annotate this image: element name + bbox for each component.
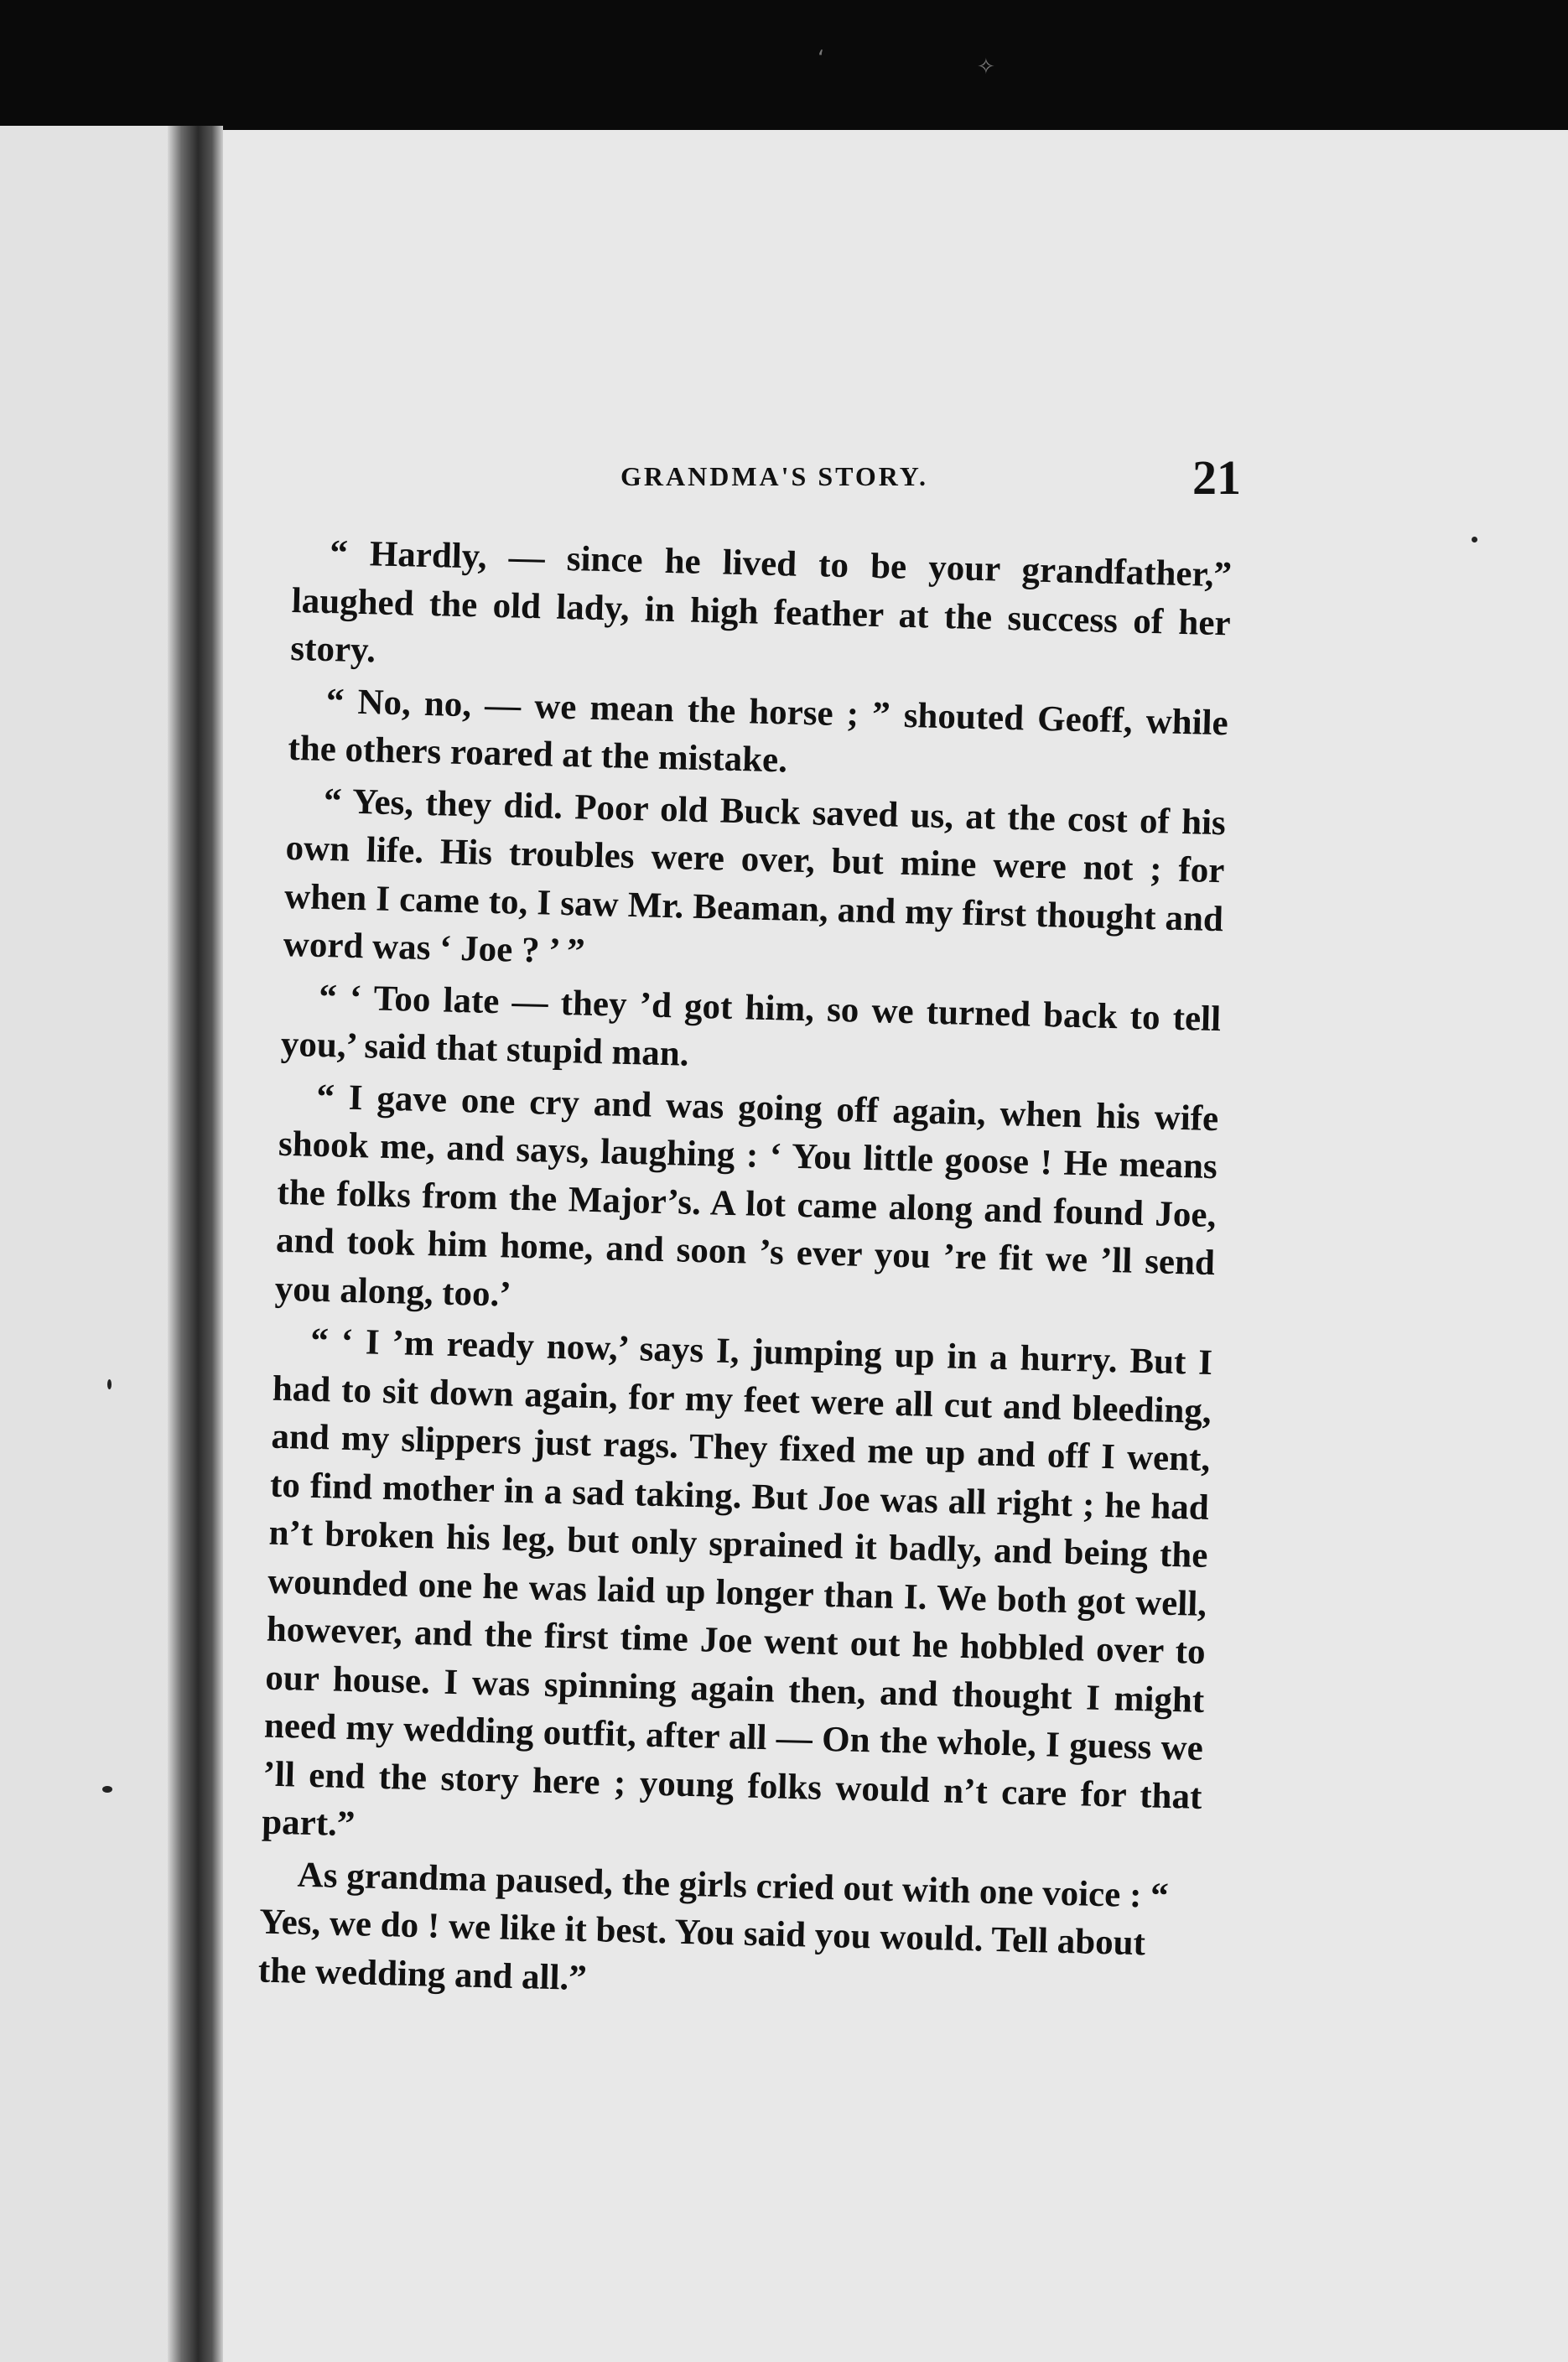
paragraph: “ Hardly, — since he lived to be your grandfather,” laughed the old lady, in high feather at the success of her story. [289, 533, 1233, 671]
previous-page-edge [0, 126, 168, 2362]
page-number: 21 [1192, 450, 1241, 505]
paragraph: “ Yes, they did. Poor old Buck saved us, at the cost of his own life. His troubles were over, but mine were not ; for when I came to, I saw Mr. Beaman, and my first thought and word was ‘ Joe ? ’ ” [283, 781, 1227, 972]
running-head: GRANDMA'S STORY. [620, 461, 928, 491]
margin-mark [107, 1379, 112, 1389]
paragraph: “ ‘ I ’m ready now,’ says I, jumping up in a hurry. But I had to sit down again, for my feet were all cut and bleeding, and my slippers just rags. They fixed me up and off I went, to find mother in a sad taking. But Joe was all right ; he had n’t broken his leg, but only sprained it badly, and being the wounded one he was laid up longer than I. We both got well, however, and the first time Joe went out he hobbled over to our house. I was spinning again then, and thought I might need my wedding outfit, after all — On the whole, I guess we ’ll end the story here ; young folks would n’t care for that part.” [261, 1321, 1213, 1845]
paragraph: “ No, no, — we mean the horse ; ” shouted Geoff, while the others roared at the mistake. [288, 681, 1229, 781]
margin-mark [102, 1786, 112, 1793]
ink-speck [1472, 537, 1477, 542]
top-edge-mark: ✧ [977, 55, 995, 80]
top-edge-mark: ʻ [818, 46, 825, 71]
book-gutter-shadow [168, 126, 223, 2362]
page-header [620, 450, 1241, 510]
paragraph: As grandma paused, the girls cried out with one voice : “ Yes, we do ! we like it best. You said you would. Tell about the wedding and all.” [257, 1855, 1170, 1998]
paragraph: “ I gave one cry and was going off again, when his wife shook me, and says, laughing : ‘ You little goose ! He means the folks from the Major’s. A lot came along and found Joe, and took him home, and soon ’s ever you ’re fit we ’ll send you along, too.’ [274, 1077, 1219, 1315]
paragraph: “ ‘ Too late — they ’d got him, so we turned back to tell you,’ said that stupid man. [280, 977, 1222, 1074]
body-text [257, 528, 1232, 2021]
